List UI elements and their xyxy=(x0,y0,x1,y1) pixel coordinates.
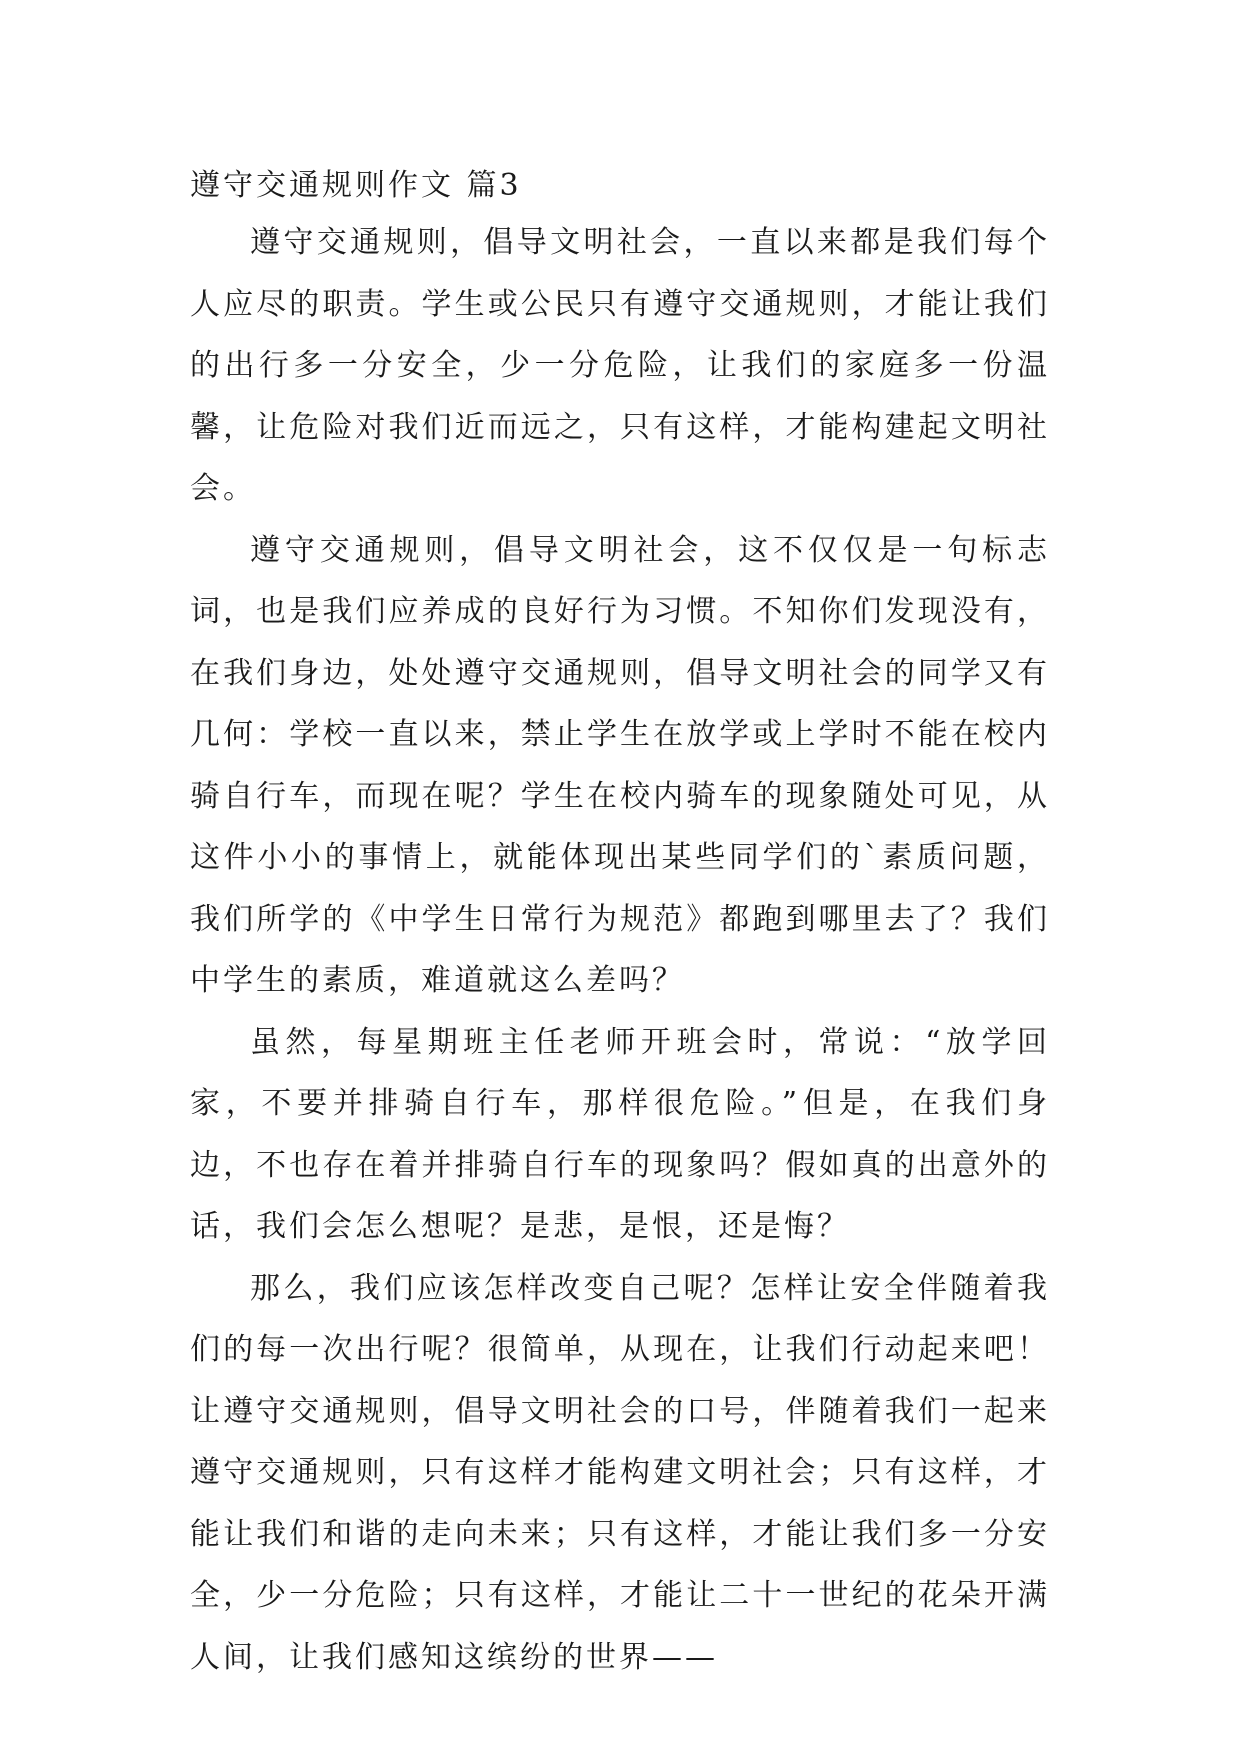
paragraph-2: 遵守交通规则，倡导文明社会，这不仅仅是一句标志词，也是我们应养成的良好行为习惯。不知你们发现没有，在我们身边，处处遵守交通规则，倡导文明社会的同学又有几何：学校一直以来，禁止学生在放学或上学时不能在校内骑自行车，而现在呢？学生在校内骑车的现象随处可见，从这件小小的事情上，就能体现出某些同学们的`素质问题，我们所学的《中学生日常行为规范》都跑到哪里去了？我们中学生的素质，难道就这么差吗？ xyxy=(190,532,1050,998)
paragraph-4: 那么，我们应该怎样改变自己呢？怎样让安全伴随着我们的每一次出行呢？很简单，从现在，让我们行动起来吧！让遵守交通规则，倡导文明社会的口号，伴随着我们一起来遵守交通规则，只有这样才能构建文明社会；只有这样，才能让我们和谐的走向未来；只有这样，才能让我们多一分安全，少一分危险；只有这样，才能让二十一世纪的花朵开满人间，让我们感知这缤纷的世界—— xyxy=(190,1270,1050,1675)
essay-title: 遵守交通规则作文 篇3 xyxy=(190,168,522,203)
paragraph-3: 虽然，每星期班主任老师开班会时，常说：“放学回家，不要并排骑自行车，那样很危险。”但是，在我们身边，不也存在着并排骑自行车的现象吗？假如真的出意外的话，我们会怎么想呢？是悲，是恨，还是悔？ xyxy=(190,1024,1050,1244)
paragraph-1: 遵守交通规则，倡导文明社会，一直以来都是我们每个人应尽的职责。学生或公民只有遵守交通规则，才能让我们的出行多一分安全，少一分危险，让我们的家庭多一份温馨，让危险对我们近而远之，只有这样，才能构建起文明社会。 xyxy=(190,225,1050,506)
document-body xyxy=(190,160,1050,1688)
